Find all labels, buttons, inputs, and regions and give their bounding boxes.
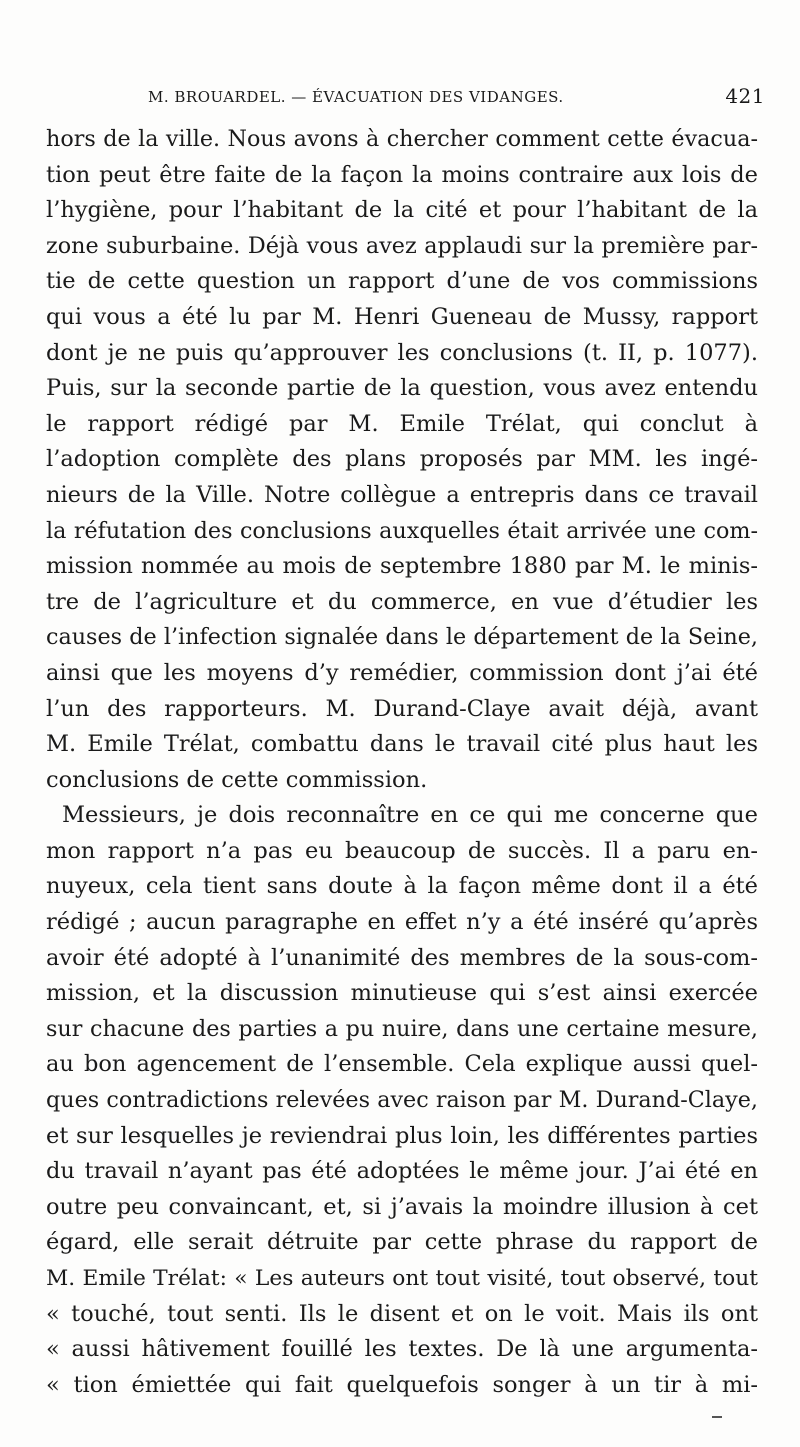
page-bottom-mark [712,1416,722,1418]
text-line: Messieurs, je dois reconnaître en ce qui me concerne que [62,802,758,829]
text-line: nieurs de la Ville. Notre collègue a entrepris dans ce travail [46,481,758,508]
text-line: hors de la ville. Nous avons à chercher comment cette évacua- [46,126,758,152]
text-line: nuyeux, cela tient sans doute à la façon même dont il a été [46,873,758,900]
body-text [46,122,758,1403]
text-line: le rapport rédigé par M. Emile Trélat, qui conclut à [46,410,758,437]
text-line: et sur lesquelles je reviendrai plus loin, les différentes parties [46,1122,758,1149]
text-line: « touché, tout senti. Ils le disent et on le voit. Mais ils ont [46,1300,758,1327]
text-line: tre de l’agriculture et du commerce, en vue d’étudier les [46,588,758,615]
text-line: ques contradictions relevées avec raison par M. Durand-Claye, [46,1087,758,1114]
running-head-title: M. BROUARDEL. — ÉVACUATION DES VIDANGES. [148,88,564,106]
text-line: outre peu convaincant, et, si j’avais la moindre illusion à cet [46,1193,758,1220]
running-head [40,84,765,110]
text-line: l’adoption complète des plans proposés par MM. les ingé- [46,446,758,473]
text-line: tion peut être faite de la façon la moins contraire aux lois de [46,161,758,188]
text-line: « tion émiettée qui fait quelquefois songer à un tir à mi- [46,1371,758,1398]
text-line: du travail n’ayant pas été adoptées le même jour. J’ai été en [46,1158,758,1185]
text-line: avoir été adopté à l’unanimité des membres de la sous-com- [46,944,758,971]
text-line: la réfutation des conclusions auxquelles était arrivée une com- [46,517,758,544]
text-line: l’un des rapporteurs. M. Durand-Claye avait déjà, avant [46,695,758,722]
text-line: ainsi que les moyens d’y remédier, commission dont j’ai été [46,659,758,686]
text-line: mission, et la discussion minutieuse qui s’est ainsi exercée [46,980,758,1007]
text-line: mon rapport n’a pas eu beaucoup de succès. Il a paru en- [46,837,758,864]
text-line: l’hygiène, pour l’habitant de la cité et pour l’habitant de la [46,197,758,224]
text-line: « aussi hâtivement fouillé les textes. De là une argumenta- [46,1336,758,1363]
text-line: M. Emile Trélat, combattu dans le travail cité plus haut les [46,731,758,758]
text-line: conclusions de cette commission. [46,766,428,793]
text-line: qui vous a été lu par M. Henri Gueneau de Mussy, rapport [46,303,758,330]
text-line: dont je ne puis qu’approuver les conclusions (t. II, p. 1077). [46,339,758,366]
text-line: M. Emile Trélat: « Les auteurs ont tout visité, tout observé, tout [46,1266,758,1291]
text-line: égard, elle serait détruite par cette phrase du rapport de [46,1229,758,1256]
text-line: mission nommée au mois de septembre 1880 par M. le minis- [46,553,758,580]
text-line: Puis, sur la seconde partie de la question, vous avez entendu [46,375,758,402]
text-line: sur chacune des parties a pu nuire, dans une certaine mesure, [46,1015,758,1042]
text-line: au bon agencement de l’ensemble. Cela explique aussi quel- [46,1051,758,1078]
text-line: rédigé ; aucun paragraphe en effet n’y a été inséré qu’après [46,909,758,936]
page-number: 421 [725,84,765,108]
text-line: tie de cette question un rapport d’une de vos commissions [46,268,758,295]
text-line: zone suburbaine. Déjà vous avez applaudi sur la première par- [46,232,758,259]
text-line: causes de l’infection signalée dans le département de la Seine, [46,624,758,651]
